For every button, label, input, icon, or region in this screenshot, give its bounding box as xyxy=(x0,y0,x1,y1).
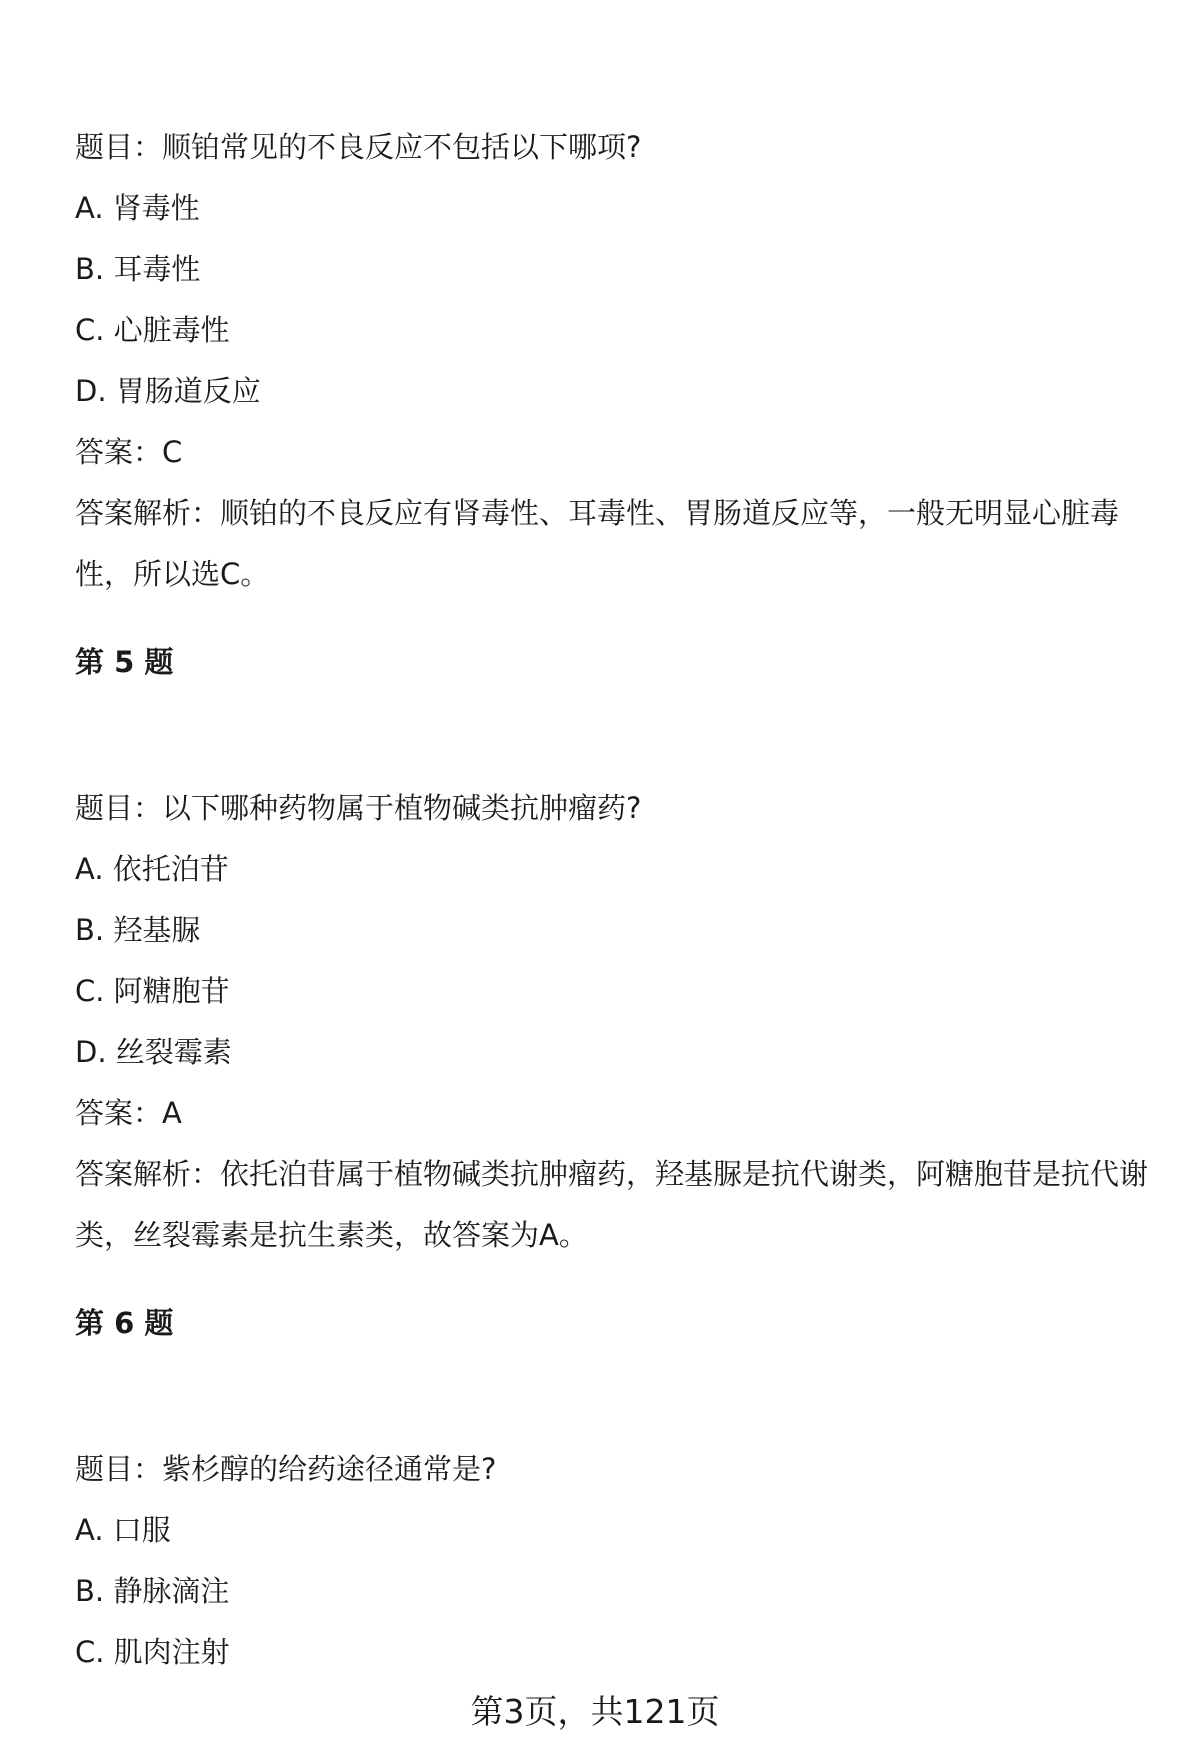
option-c: C. 阿糖胞苷 xyxy=(75,974,230,1008)
answer-explanation: 答案解析：顺铂的不良反应有肾毒性、耳毒性、胃肠道反应等，一般无明显心脏毒性，所以选C。 xyxy=(75,496,1120,591)
question-text: 题目：顺铂常见的不良反应不包括以下哪项? xyxy=(75,130,642,164)
option-b: B. 羟基脲 xyxy=(75,913,201,947)
option-a: A. 依托泊苷 xyxy=(75,852,229,886)
question-6-block xyxy=(75,1439,1165,1683)
question-4-block xyxy=(75,117,1165,605)
option-d: D. 丝裂霉素 xyxy=(75,1035,232,1069)
question-5-heading: 第 5 题 xyxy=(75,645,174,679)
answer: 答案：A xyxy=(75,1096,182,1130)
option-b: B. 耳毒性 xyxy=(75,252,201,286)
option-b: B. 静脉滴注 xyxy=(75,1574,230,1608)
page-number-footer: 第3页，共121页 xyxy=(470,1692,720,1731)
question-5-block xyxy=(75,778,1165,1266)
answer-explanation: 答案解析：依托泊苷属于植物碱类抗肿瘤药，羟基脲是抗代谢类，阿糖胞苷是抗代谢类，丝裂霉素是抗生素类，故答案为A。 xyxy=(75,1157,1149,1252)
question-text: 题目：紫杉醇的给药途径通常是? xyxy=(75,1452,497,1486)
option-a: A. 口服 xyxy=(75,1513,171,1547)
answer: 答案：C xyxy=(75,435,183,469)
option-a: A. 肾毒性 xyxy=(75,191,200,225)
option-d: D. 胃肠道反应 xyxy=(75,374,261,408)
question-6-heading: 第 6 题 xyxy=(75,1306,174,1340)
question-text: 题目：以下哪种药物属于植物碱类抗肿瘤药? xyxy=(75,791,642,825)
option-c: C. 心脏毒性 xyxy=(75,313,230,347)
option-c: C. 肌肉注射 xyxy=(75,1635,230,1669)
